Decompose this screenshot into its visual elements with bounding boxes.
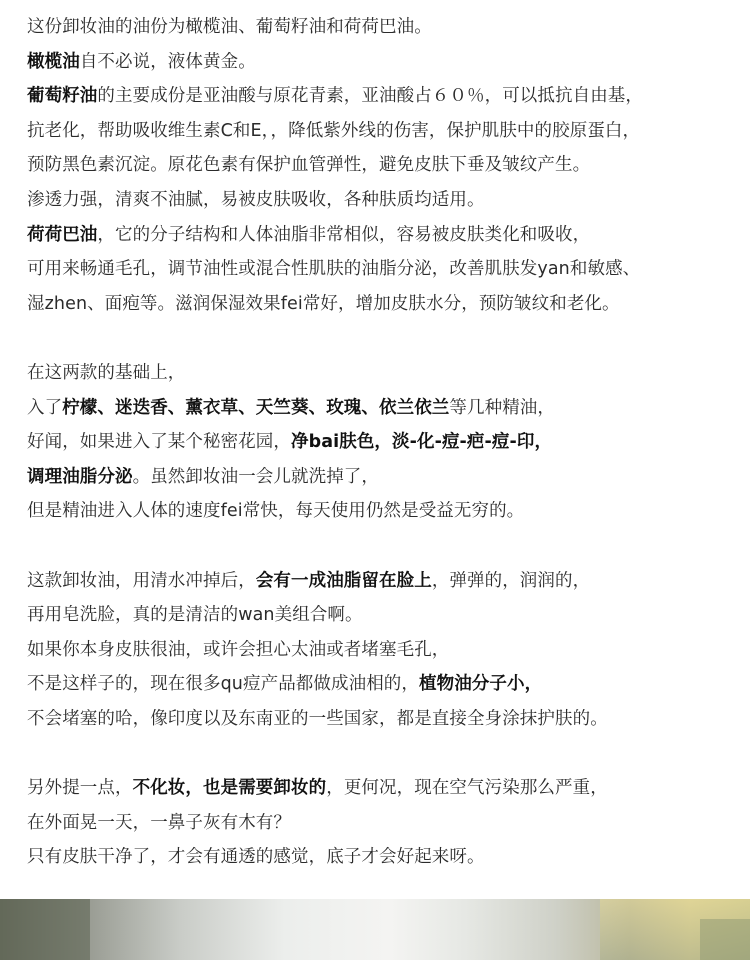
grape-oil-line-1: 葡萄籽油的主要成份是亚油酸与原花青素，亚油酸占６０％，可以抵抗自由基， — [27, 86, 644, 107]
grape-oil-line-4: 渗透力强，清爽不油腻，易被皮肤吸收，各种肤质均适用。 — [27, 189, 485, 210]
jojoba-oil-heading: 荷荷巴油 — [27, 224, 98, 245]
grape-oil-line-3: 预防黑色素沉淀。原花色素有保护血管弹性，避免皮肤下垂及皱纹产生。 — [27, 155, 591, 176]
paragraph-gap — [27, 529, 743, 564]
paragraph-gap — [27, 736, 743, 771]
olive-oil-line: 橄榄油自不必说，液体黄金。 — [27, 51, 256, 72]
usage-line-1: 这款卸妆油，用清水冲掉后，会有一成油脂留在脸上，弹弹的，润润的， — [27, 570, 591, 591]
jojoba-oil-line-1: 荷荷巴油，它的分子结构和人体油脂非常相似，容易被皮肤类化和吸收， — [27, 224, 591, 245]
tip-line-2: 在外面晃一天，一鼻子灰有木有？ — [27, 812, 291, 833]
jojoba-oil-line-3: 湿zhen、面疱等。滋润保湿效果fei常好，增加皮肤水分，预防皱纹和老化。 — [27, 293, 620, 314]
essential-oil-line-2: 入了柠檬、迷迭香、薰衣草、天竺葵、玫瑰、依兰依兰等几种精油， — [27, 397, 556, 418]
usage-line-3: 如果你本身皮肤很油，或许会担心太油或者堵塞毛孔， — [27, 639, 450, 660]
tip-line-3: 只有皮肤干净了，才会有通透的感觉，底子才会好起来呀。 — [27, 847, 485, 868]
article-body — [27, 10, 743, 875]
oil-control-highlight: 调理油脂分泌 — [27, 466, 133, 487]
photo-shadow-right — [700, 919, 750, 960]
paragraph-gap — [27, 321, 743, 356]
molecule-highlight: 植物油分子小， — [419, 674, 543, 695]
grape-seed-oil-heading: 葡萄籽油 — [27, 86, 98, 107]
tip-line-1: 另外提一点，不化妆，也是需要卸妆的，更何况，现在空气污染那么严重， — [27, 778, 608, 799]
benefit-highlight: 净bai肤色，淡-化-痘-疤-痘-印， — [291, 432, 553, 453]
jojoba-oil-line-2: 可用来畅通毛孔，调节油性或混合性肌肤的油脂分泌，改善肌肤发yan和敏感、 — [27, 259, 641, 280]
photo-shadow-left — [0, 899, 90, 960]
olive-oil-heading: 橄榄油 — [27, 51, 80, 72]
essential-oil-line-5: 但是精油进入人体的速度fei常快，每天使用仍然是受益无穷的。 — [27, 501, 525, 522]
product-photo-strip — [0, 899, 750, 960]
intro-line: 这份卸妆油的油份为橄榄油、葡萄籽油和荷荷巴油。 — [27, 17, 432, 37]
essential-oil-list: 柠檬、迷迭香、薰衣草、天竺葵、玫瑰、依兰依兰 — [62, 397, 450, 418]
usage-line-5: 不会堵塞的哈，像印度以及东南亚的一些国家，都是直接全身涂抹护肤的。 — [27, 708, 608, 729]
essential-oil-line-4: 调理油脂分泌。虽然卸妆油一会儿就洗掉了， — [27, 466, 380, 487]
essential-oil-line-1: 在这两款的基础上， — [27, 362, 186, 383]
grape-oil-line-2: 抗老化，帮助吸收维生素C和E，，降低紫外线的伤害，保护肌肤中的胶原蛋白， — [27, 120, 641, 141]
usage-line-2: 再用皂洗脸，真的是清洁的wan美组合啊。 — [27, 605, 363, 626]
essential-oil-line-3: 好闻，如果进入了某个秘密花园，净bai肤色，淡-化-痘-疤-痘-印， — [27, 432, 553, 453]
usage-line-4: 不是这样子的，现在很多qu痘产品都做成油相的，植物油分子小， — [27, 674, 543, 695]
makeup-removal-highlight: 不化妆，也是需要卸妆的 — [132, 778, 327, 799]
residue-highlight: 会有一成油脂留在脸上 — [255, 570, 432, 591]
